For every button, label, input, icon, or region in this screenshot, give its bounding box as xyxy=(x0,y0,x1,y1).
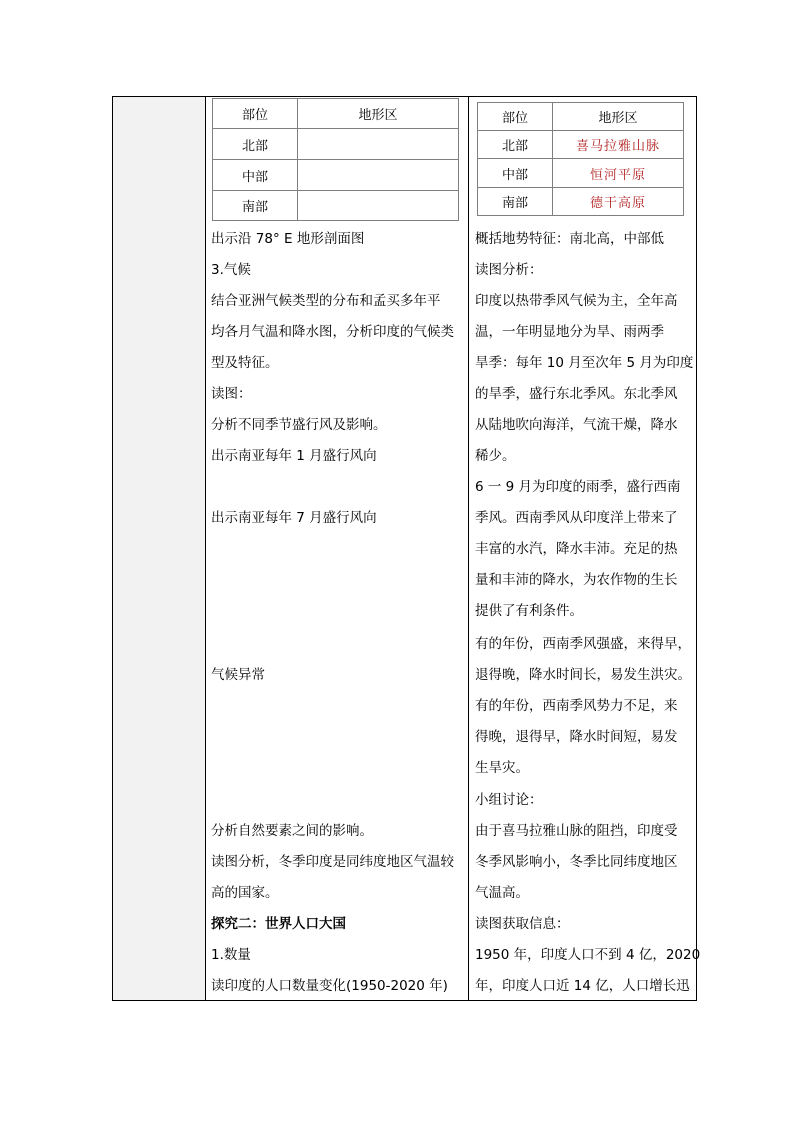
part-cell: 中部 xyxy=(213,160,298,191)
table-header-cell: 地形区 xyxy=(298,99,459,129)
terrain-table-blank xyxy=(212,98,459,221)
text-line: 读图分析： xyxy=(475,262,543,278)
text-line: 量和丰沛的降水，为农作物的生长 xyxy=(475,572,678,588)
lesson-table xyxy=(112,96,701,1001)
table-row xyxy=(213,191,459,221)
text-line: 分析自然要素之间的影响。 xyxy=(211,823,373,839)
region-cell: 恒河平原 xyxy=(553,159,684,188)
table-header-cell: 部位 xyxy=(213,99,298,129)
section-column xyxy=(113,97,206,1000)
text-line: 读图： xyxy=(211,386,252,402)
text-line: 小组讨论： xyxy=(475,792,543,808)
text-line: 读图获取信息： xyxy=(475,916,570,932)
text-line: 6 一 9 月为印度的雨季，盛行西南 xyxy=(475,479,681,495)
table-header-row xyxy=(213,99,459,129)
table-row xyxy=(478,188,684,216)
text-line: 出示南亚每年 1 月盛行风向 xyxy=(211,448,377,464)
text-line: 稀少。 xyxy=(475,448,516,464)
text-line: 从陆地吹向海洋，气流干燥，降水 xyxy=(475,417,678,433)
text-line: 有的年份，西南季风势力不足，来 xyxy=(475,698,678,714)
part-cell: 南部 xyxy=(478,188,553,216)
section-heading: 1.数量 xyxy=(211,947,251,963)
text-line: 提供了有利条件。 xyxy=(475,603,583,619)
text-line: 概括地势特征：南北高，中部低 xyxy=(475,231,664,247)
section-heading: 3.气候 xyxy=(211,262,251,278)
text-line: 年，印度人口近 14 亿，人口增长迅 xyxy=(475,978,690,994)
text-line: 由于喜马拉雅山脉的阻挡，印度受 xyxy=(475,823,678,839)
region-cell: 喜马拉雅山脉 xyxy=(553,131,684,159)
text-line: 结合亚洲气候类型的分布和孟买多年平 xyxy=(211,293,441,309)
text-line: 气候异常 xyxy=(211,667,265,683)
text-line: 丰富的水汽，降水丰沛。充足的热 xyxy=(475,541,678,557)
section-heading: 探究二：世界人口大国 xyxy=(211,916,346,932)
table-header-cell: 地形区 xyxy=(553,103,684,131)
text-line: 分析不同季节盛行风及影响。 xyxy=(211,417,387,433)
text-line: 季风。西南季风从印度洋上带来了 xyxy=(475,510,678,526)
table-header-cell: 部位 xyxy=(478,103,553,131)
text-line: 退得晚，降水时间长，易发生洪灾。 xyxy=(475,667,691,683)
text-line: 高的国家。 xyxy=(211,885,279,901)
part-cell: 中部 xyxy=(478,159,553,188)
text-line: 1950 年，印度人口不到 4 亿，2020 xyxy=(475,947,701,963)
text-line: 读图分析，冬季印度是同纬度地区气温较 xyxy=(211,854,454,870)
region-cell: 德干高原 xyxy=(553,188,684,216)
text-line: 型及特征。 xyxy=(211,355,279,371)
text-line: 冬季风影响小，冬季比同纬度地区 xyxy=(475,854,678,870)
text-line: 印度以热带季风气候为主，全年高 xyxy=(475,293,678,309)
part-cell: 北部 xyxy=(478,131,553,159)
text-line: 温，一年明显地分为旱、雨两季 xyxy=(475,324,664,340)
text-line: 旱季：每年 10 月至次年 5 月为印度 xyxy=(475,355,694,371)
region-cell xyxy=(298,129,459,160)
text-line: 出示南亚每年 7 月盛行风向 xyxy=(211,510,377,526)
region-cell xyxy=(298,191,459,221)
table-row xyxy=(213,160,459,191)
table-row xyxy=(213,129,459,160)
part-cell: 南部 xyxy=(213,191,298,221)
text-line: 生旱灾。 xyxy=(475,760,529,776)
part-cell: 北部 xyxy=(213,129,298,160)
region-cell xyxy=(298,160,459,191)
teacher-activity-column xyxy=(206,97,469,1000)
text-line: 的旱季，盛行东北季风。东北季风 xyxy=(475,386,678,402)
text-line: 出示沿 78° E 地形剖面图 xyxy=(211,231,365,247)
text-line: 均各月气温和降水图，分析印度的气候类 xyxy=(211,324,454,340)
text-line: 气温高。 xyxy=(475,885,529,901)
table-header-row xyxy=(478,103,684,131)
table-row xyxy=(478,159,684,188)
text-line: 有的年份，西南季风强盛，来得早， xyxy=(475,636,691,652)
table-row xyxy=(478,131,684,159)
text-line: 得晚，退得早，降水时间短，易发 xyxy=(475,729,678,745)
terrain-table-answer xyxy=(477,102,684,216)
text-line: 读印度的人口数量变化(1950-2020 年) xyxy=(211,978,448,994)
student-activity-column xyxy=(469,97,701,1000)
